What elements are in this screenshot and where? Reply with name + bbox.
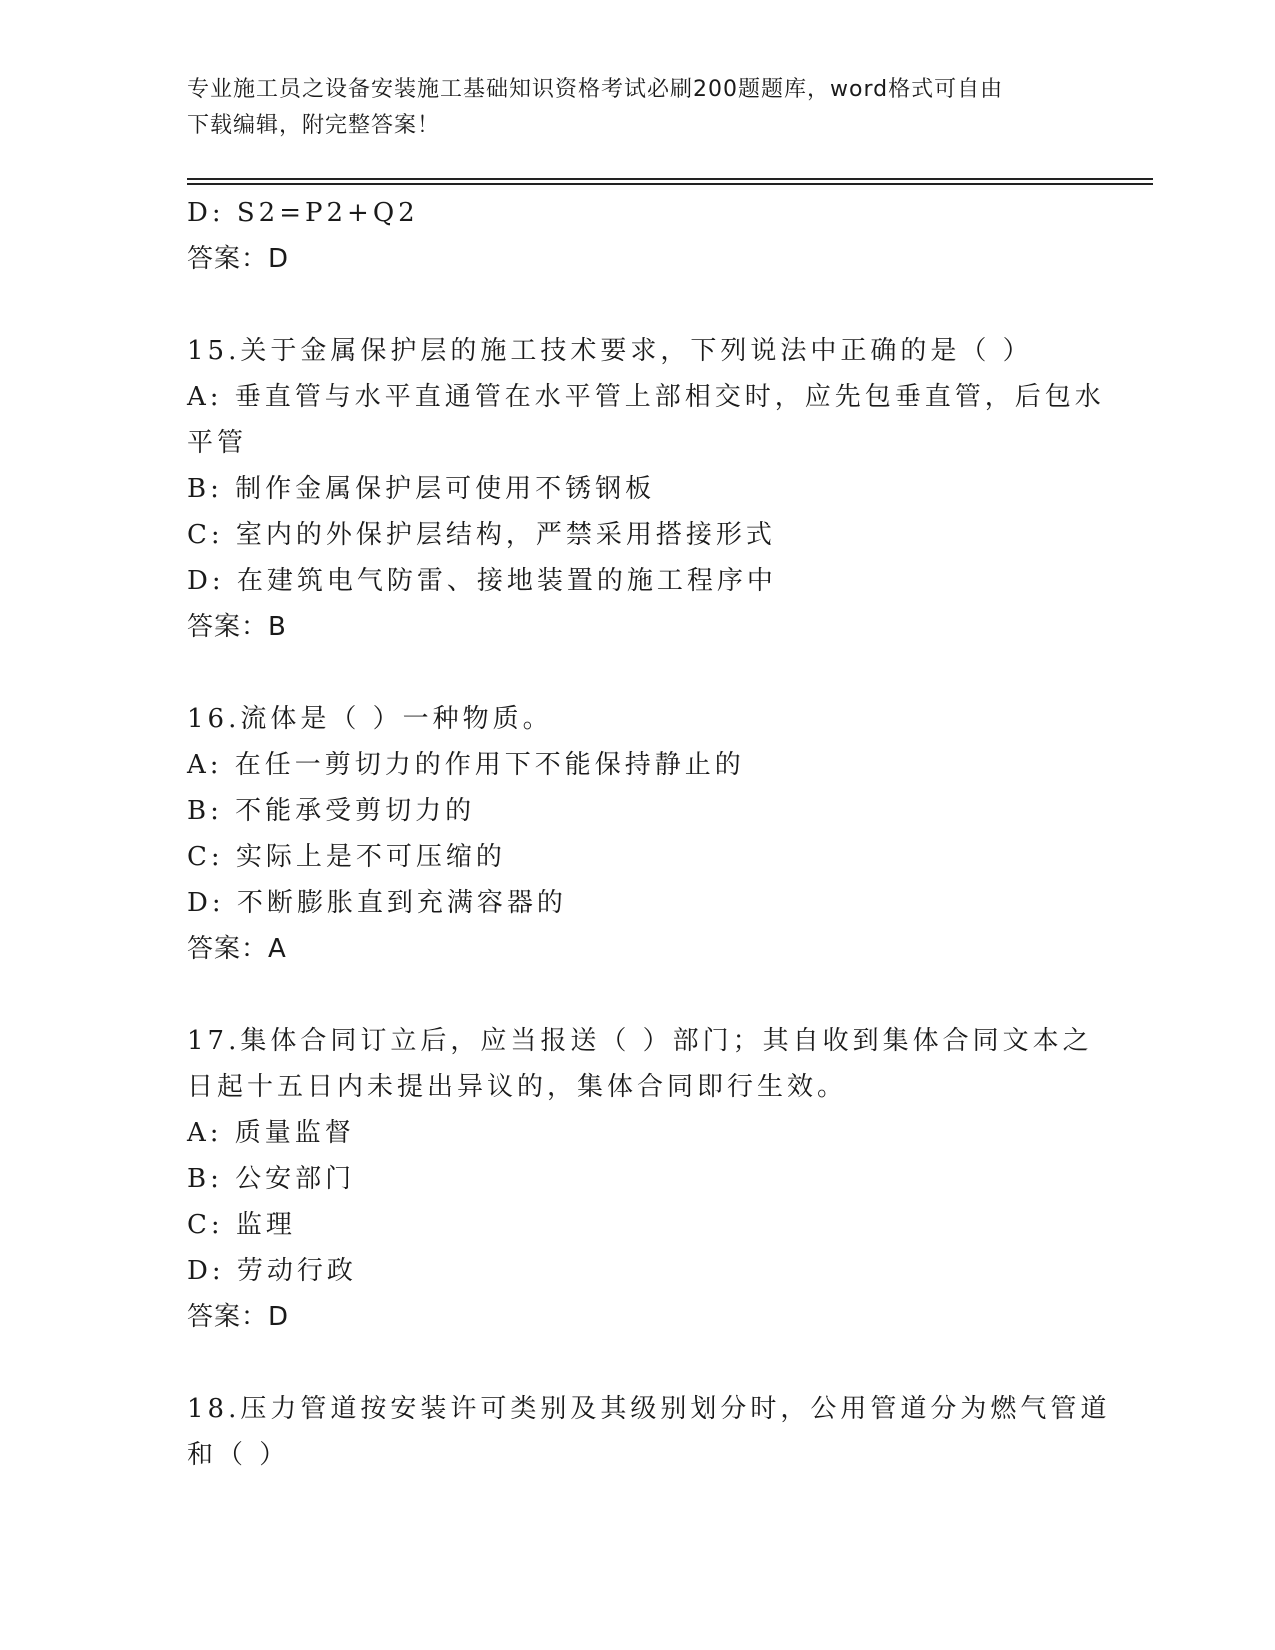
option-c: C: 室内的外保护层结构，严禁采用搭接形式 bbox=[187, 520, 776, 550]
question-stem: 18.压力管道按安装许可类别及其级别划分时，公用管道分为燃气管道 bbox=[187, 1394, 1111, 1424]
question-block bbox=[187, 1018, 1093, 1340]
option-a: A: 垂直管与水平直通管在水平管上部相交时，应先包垂直管，后包水 bbox=[187, 382, 1105, 412]
option-d: D: 不断膨胀直到充满容器的 bbox=[187, 888, 567, 918]
spacer bbox=[187, 282, 1087, 328]
option-d: D: 在建筑电气防雷、接地装置的施工程序中 bbox=[187, 566, 777, 596]
option-d: D: 劳动行政 bbox=[187, 1256, 357, 1286]
spacer bbox=[187, 650, 1087, 696]
question-stem: 16.流体是（ ）一种物质。 bbox=[187, 704, 553, 734]
option-c: C: 实际上是不可压缩的 bbox=[187, 842, 506, 872]
question-stem: 17.集体合同订立后，应当报送（ ）部门；其自收到集体合同文本之 bbox=[187, 1026, 1093, 1056]
header-divider-bottom bbox=[187, 183, 1153, 185]
header-line-1: 专业施工员之设备安装施工基础知识资格考试必刷200题题库，word格式可自由 bbox=[187, 77, 1004, 102]
option-d: D: S2=P2+Q2 bbox=[187, 198, 419, 228]
question-stem-continued: 和（ ） bbox=[187, 1440, 290, 1470]
option-c: C: 监理 bbox=[187, 1210, 296, 1240]
option-a: A: 在任一剪切力的作用下不能保持静止的 bbox=[187, 750, 745, 780]
option-a: A: 质量监督 bbox=[187, 1118, 355, 1148]
question-block bbox=[187, 696, 1087, 972]
question-block bbox=[187, 1386, 1111, 1478]
answer-line: 答案：B bbox=[187, 612, 287, 642]
question-stem: 15.关于金属保护层的施工技术要求，下列说法中正确的是（ ） bbox=[187, 336, 1033, 366]
header-divider-top bbox=[187, 178, 1153, 180]
header-line-2: 下载编辑，附完整答案！ bbox=[187, 113, 441, 138]
option-b: B: 不能承受剪切力的 bbox=[187, 796, 476, 826]
document-body bbox=[187, 190, 1111, 1478]
question-stem-continued: 日起十五日内未提出异议的，集体合同即行生效。 bbox=[187, 1072, 848, 1102]
spacer bbox=[187, 1340, 1087, 1386]
answer-line: 答案：D bbox=[187, 244, 290, 274]
option-b: B: 公安部门 bbox=[187, 1164, 356, 1194]
answer-line: 答案：D bbox=[187, 1302, 290, 1332]
option-b: B: 制作金属保护层可使用不锈钢板 bbox=[187, 474, 656, 504]
spacer bbox=[187, 972, 1087, 1018]
answer-line: 答案：A bbox=[187, 934, 287, 964]
option-a-continued: 平管 bbox=[187, 428, 248, 458]
question-block bbox=[187, 328, 1105, 650]
document-header bbox=[187, 72, 1087, 144]
